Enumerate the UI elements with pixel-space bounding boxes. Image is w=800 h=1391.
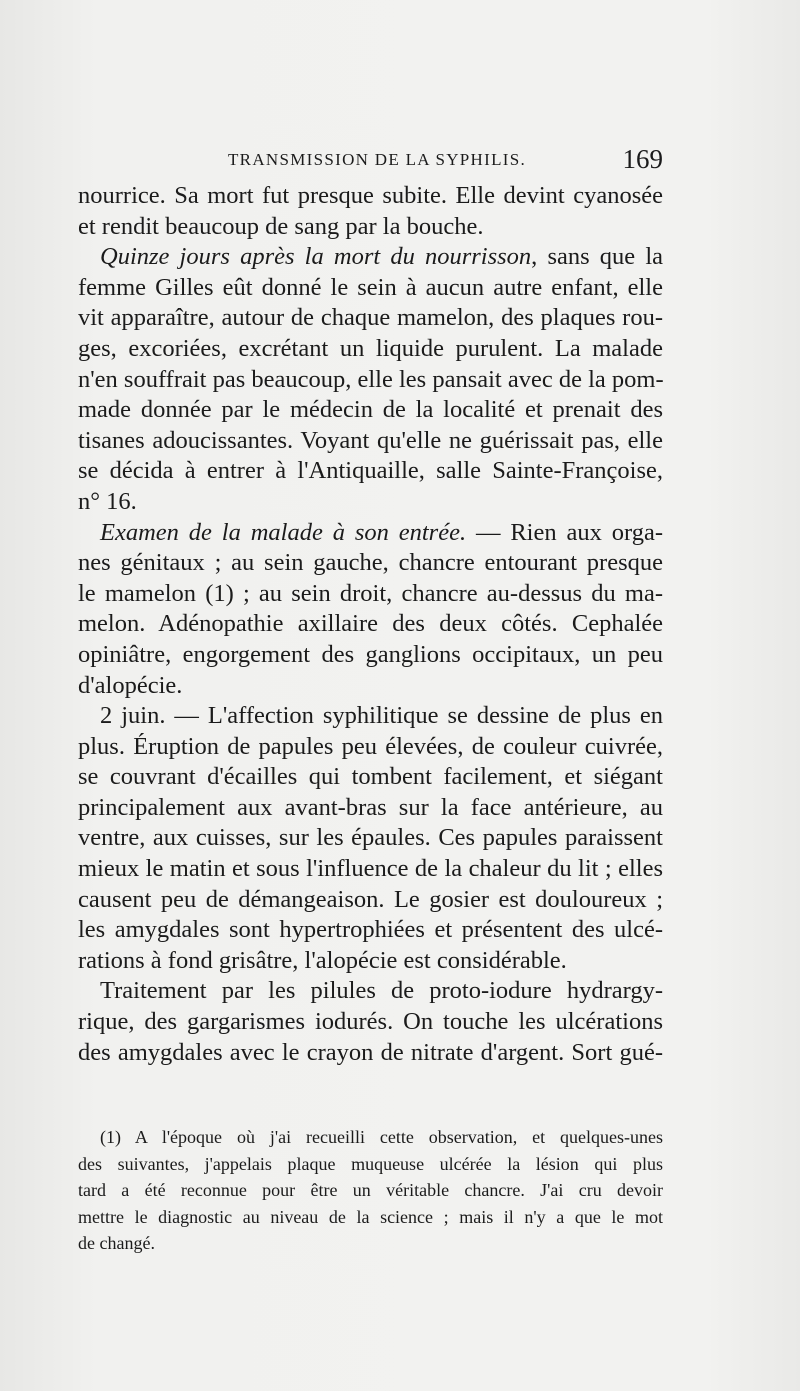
text-line: principalement aux avant-bras sur la face antérieure, au [78,793,663,821]
italic-lead: Examen de la malade à son entrée. [100,518,467,546]
text-line: causent peu de démangeaison. Le gosier est douloureux ; [78,885,663,913]
footnote-line: de changé. [78,1233,155,1254]
footnote [78,1124,663,1257]
text-line: melon. Adénopathie axillaire des deux côtés. Cephalée [78,610,663,638]
text-line: rations à fond grisâtre, l'alopécie est considérable. [78,946,567,974]
text-line: femme Gilles eût donné le sein à aucun autre enfant, elle [78,273,663,301]
text-line: made donnée par le médecin de la localité et prenait des [78,396,663,424]
text-line: plus. Éruption de papules peu élevées, de couleur cuivrée, [78,732,663,760]
page-header [78,146,663,176]
text-line: des amygdales avec le crayon de nitrate d'argent. Sort gué- [78,1038,663,1066]
text-line: se décida à entrer à l'Antiquaille, salle Sainte-Françoise, [78,457,663,485]
running-title: TRANSMISSION DE LA SYPHILIS. [228,150,527,169]
text-line: d'alopécie. [78,671,183,699]
text-line: le mamelon (1) ; au sein droit, chancre au-dessus du ma- [78,579,663,607]
text-line: ges, excoriées, excrétant un liquide purulent. La malade [78,334,663,362]
text-line: rique, des gargarismes iodurés. On touche les ulcérations [78,1008,663,1036]
text-line: nourrice. Sa mort fut presque subite. Elle devint cyanosée [78,182,663,209]
page-number: 169 [622,144,663,174]
lead-rest: — Rien aux orga- [466,518,663,546]
text-line: se couvrant d'écailles qui tombent facilement, et siégant [78,763,663,791]
text-line: nes génitaux ; au sein gauche, chancre entourant presque [78,549,663,577]
text-line: ventre, aux cuisses, sur les épaules. Ces papules paraissent [78,824,663,852]
footnote-line: mettre le diagnostic au niveau de la science ; mais il n'y a que le mot [78,1206,663,1227]
italic-lead: Quinze jours après la mort du nourrisson [100,243,532,271]
footnote-line: tard a été reconnue pour être un véritable chancre. J'ai cru devoir [78,1180,663,1201]
text-line: vit apparaître, autour de chaque mamelon, des plaques rou- [78,304,663,332]
paragraph-lead-line: Traitement par les pilules de proto-iodure hydrargy- [100,977,663,1005]
paragraph-lead-line [78,242,663,273]
text-line: tisanes adoucissantes. Voyant qu'elle ne guérissait pas, elle [78,426,663,454]
body-text [78,181,663,1068]
text-line: n° 16. [78,487,137,515]
lead-rest: , sans que la [531,243,663,271]
footnote-line: des suivantes, j'appelais plaque muqueuse ulcérée la lésion qui plus [78,1153,663,1174]
footnote-lead-line: (1) A l'époque où j'ai recueilli cette observation, et quelques-unes [100,1127,663,1147]
text-line: et rendit beaucoup de sang par la bouche. [78,212,484,240]
text-line: opiniâtre, engorgement des ganglions occipitaux, un peu [78,640,663,668]
text-line: mieux le matin et sous l'influence de la chaleur du lit ; elles [78,855,663,883]
paragraph-lead-line [78,518,663,549]
paragraph-lead-line: 2 juin. — L'affection syphilitique se dessine de plus en [100,702,663,730]
text-line: n'en souffrait pas beaucoup, elle les pansait avec de la pom- [78,365,664,393]
text-line: les amygdales sont hypertrophiées et présentent des ulcé- [78,916,663,944]
